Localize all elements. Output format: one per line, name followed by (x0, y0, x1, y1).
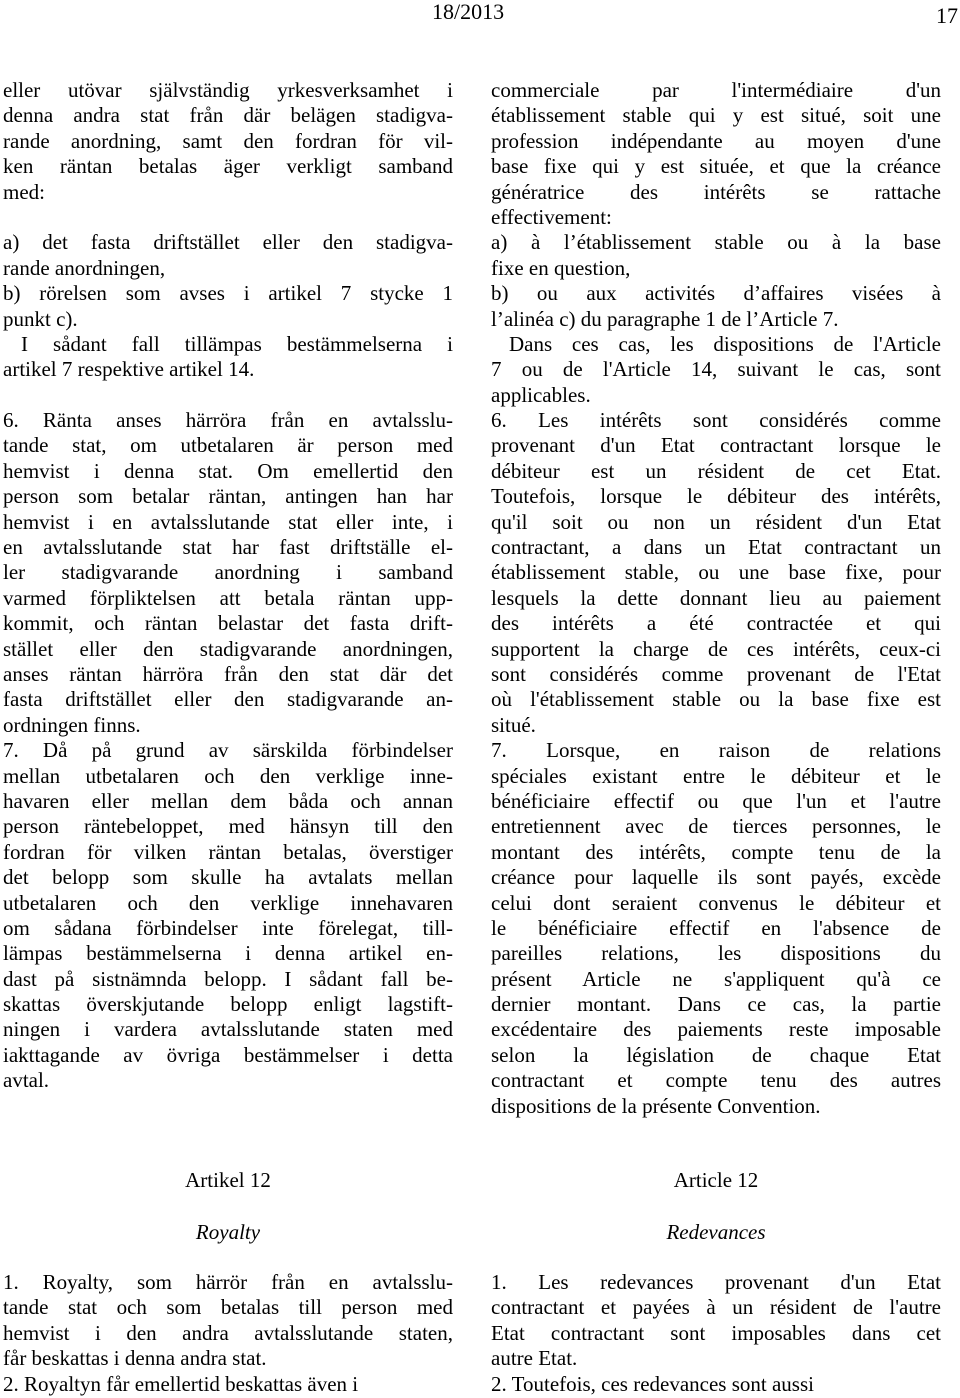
text-line: montant des intérêts, compte tenu de la (491, 839, 941, 864)
text-line: stället eller den stadigvarande anordningen, (3, 636, 453, 661)
text-line: effectivement: (491, 204, 612, 229)
text-line: ken räntan betalas äger verkligt samband (3, 154, 453, 179)
text-line: eller utövar självständig yrkesverksamhet i (3, 78, 453, 102)
text-line: b) ou aux activités d’affaires visées à (491, 281, 941, 306)
issue-number: 18/2013 (432, 0, 505, 24)
text-line: dast på sistnämnda belopp. I sådant fall be- (3, 966, 453, 991)
text-line: iakttagande av övriga bestämmelser i detta (3, 1042, 453, 1067)
text-line: débiteur est un résident de cet Etat. (491, 458, 941, 483)
text-line: bénéficiaire effectif ou que l'un et l'autre (491, 788, 941, 813)
text-line: 2. Royaltyn får emellertid beskattas även i (3, 1371, 359, 1396)
text-line: où l'établissement stable ou la base fixe est (491, 687, 941, 712)
text-line: med: (3, 179, 45, 204)
text-line: om sådana förbindelser inte förelegat, till- (3, 915, 453, 940)
text-line: l’alinéa c) du paragraphe 1 de l’Article 7. (491, 306, 839, 331)
text-line: 1. Les redevances provenant d'un Etat (491, 1270, 941, 1294)
french-article-heading: Article 12 (673, 1168, 759, 1192)
text-line: 7 ou de l'Article 14, suivant le cas, sont (491, 357, 941, 382)
text-line: fixe en question, (491, 255, 631, 280)
text-line: celui dont seraient convenus le débiteur et (491, 890, 941, 915)
text-line: lesquels la dette donnant lieu au paiement (491, 585, 941, 610)
text-line: fasta driftstället eller den stadigvarande an- (3, 687, 453, 712)
text-line: person som betalar räntan, antingen han har (3, 484, 453, 509)
text-line: rande anordning, samt den fordran för vil- (3, 128, 453, 153)
text-line: commerciale par l'intermédiaire d'un (491, 78, 941, 102)
text-line: contractant et compte tenu des autres (491, 1068, 941, 1093)
text-line: fordran för vilken räntan betalas, överstiger (3, 839, 453, 864)
text-line: Etat contractant sont imposables dans cet (491, 1320, 941, 1345)
text-line: b) rörelsen som avses i artikel 7 stycke 1 (3, 281, 453, 306)
text-line: supportent la charge de ces intérêts, ceux-ci (491, 636, 941, 661)
text-line: hemvist i den andra avtalsslutande staten, (3, 1320, 453, 1345)
text-line: person räntebeloppet, med hänsyn till den (3, 814, 453, 839)
text-line: dernier montant. Dans ce cas, la partie (491, 992, 941, 1017)
text-line: Toutefois, lorsque le débiteur des intérêts, (491, 484, 941, 509)
text-line: skattas överskjutande belopp enligt lagstift- (3, 992, 453, 1017)
text-line: pareilles relations, les dispositions du (491, 941, 941, 966)
text-line: contractant et payées à un résident de l'autre (491, 1295, 941, 1320)
swedish-column-text (3, 78, 453, 1094)
swedish-article-heading: Artikel 12 (185, 1168, 271, 1192)
text-line: avtal. (3, 1068, 50, 1093)
text-line: 7. Då på grund av särskilda förbindelser (3, 738, 453, 763)
text-line: får beskattas i denna andra stat. (3, 1346, 267, 1371)
text-line: ningen i vardera avtalsslutande staten med (3, 1017, 453, 1042)
text-line: des intérêts a été contractée et qui (491, 611, 941, 636)
swedish-article-text (3, 1270, 453, 1397)
text-line: 6. Les intérêts sont considérés comme (491, 408, 941, 433)
text-line: établissement stable qui y est situé, soit une (491, 103, 941, 128)
text-line: havaren eller mellan dem båda och annan (3, 788, 453, 813)
text-line: présent Article ne s'appliquent qu'à ce (491, 966, 941, 991)
text-line: hemvist i denna stat. Om emellertid den (3, 458, 453, 483)
text-line: 6. Ränta anses härröra från en avtalsslu- (3, 408, 453, 433)
text-line: 7. Lorsque, en raison de relations (491, 738, 941, 763)
french-article-text (491, 1270, 941, 1397)
swedish-article-title: Royalty (195, 1220, 261, 1244)
page-number: 17 (936, 3, 958, 28)
text-line: provenant d'un Etat contractant lorsque le (491, 433, 941, 458)
text-line: Dans ces cas, les dispositions de l'Article (509, 331, 941, 356)
text-line: autre Etat. (491, 1346, 578, 1371)
text-line: créance pour laquelle ils sont payés, excède (491, 865, 941, 890)
text-line: utbetalaren och den verklige innehavaren (3, 890, 453, 915)
text-line: a) det fasta driftstället eller den stadigva- (3, 230, 453, 255)
text-line: ler stadigvarande anordning i samband (3, 560, 453, 585)
french-column-text (491, 78, 941, 1119)
text-line: qu'il soit ou non un résident d'un Etat (491, 509, 941, 534)
text-line: applicables. (491, 382, 591, 407)
text-line: lämpas bestämmelserna i denna artikel en- (3, 941, 453, 966)
text-line: kommit, och räntan belastar det fasta drift- (3, 611, 453, 636)
text-line: excédentaire des paiements reste imposable (491, 1017, 941, 1042)
text-line: tande stat och som betalas till person med (3, 1295, 453, 1320)
text-line: 2. Toutefois, ces redevances sont aussi (491, 1371, 814, 1396)
text-line: denna andra stat från där belägen stadigva- (3, 103, 453, 128)
text-line: rande anordningen, (3, 255, 166, 280)
text-line: a) à l’établissement stable ou à la base (491, 230, 941, 255)
text-line (3, 205, 453, 230)
text-line: profession indépendante au moyen d'une (491, 128, 941, 153)
text-line: artikel 7 respektive artikel 14. (3, 357, 255, 382)
text-line: sont considérés comme provenant de l'Etat (491, 661, 941, 686)
text-line: le bénéficiaire effectif en l'absence de (491, 915, 941, 940)
text-line: hemvist i en avtalsslutande stat eller inte, i (3, 509, 453, 534)
text-line: entretiennent avec de tierces personnes, le (491, 814, 941, 839)
text-line: punkt c). (3, 306, 78, 331)
text-line (3, 383, 453, 408)
text-line: contractant, a dans un Etat contractant un (491, 535, 941, 560)
text-line: établissement stable, ou une base fixe, pour (491, 560, 941, 585)
text-line: I sådant fall tillämpas bestämmelserna i (21, 331, 453, 356)
text-line: ordningen finns. (3, 712, 141, 737)
french-article-title: Redevances (666, 1220, 766, 1244)
text-line: varmed förpliktelsen att betala räntan upp- (3, 585, 453, 610)
text-line: génératrice des intérêts se rattache (491, 179, 941, 204)
text-line: anses räntan härröra från den stat där det (3, 661, 453, 686)
text-line: dispositions de la présente Convention. (491, 1093, 821, 1118)
text-line: det belopp som skulle ha avtalats mellan (3, 865, 453, 890)
text-line: base fixe qui y est située, et que la créance (491, 154, 941, 179)
text-line: mellan utbetalaren och den verklige inne- (3, 763, 453, 788)
text-line: spéciales existant entre le débiteur et le (491, 763, 941, 788)
text-line: selon la législation de chaque Etat (491, 1042, 941, 1067)
text-line: tande stat, om utbetalaren är person med (3, 433, 453, 458)
text-line: en avtalsslutande stat har fast driftställe el- (3, 535, 453, 560)
text-line: 1. Royalty, som härrör från en avtalsslu- (3, 1270, 453, 1294)
text-line: situé. (491, 712, 536, 737)
